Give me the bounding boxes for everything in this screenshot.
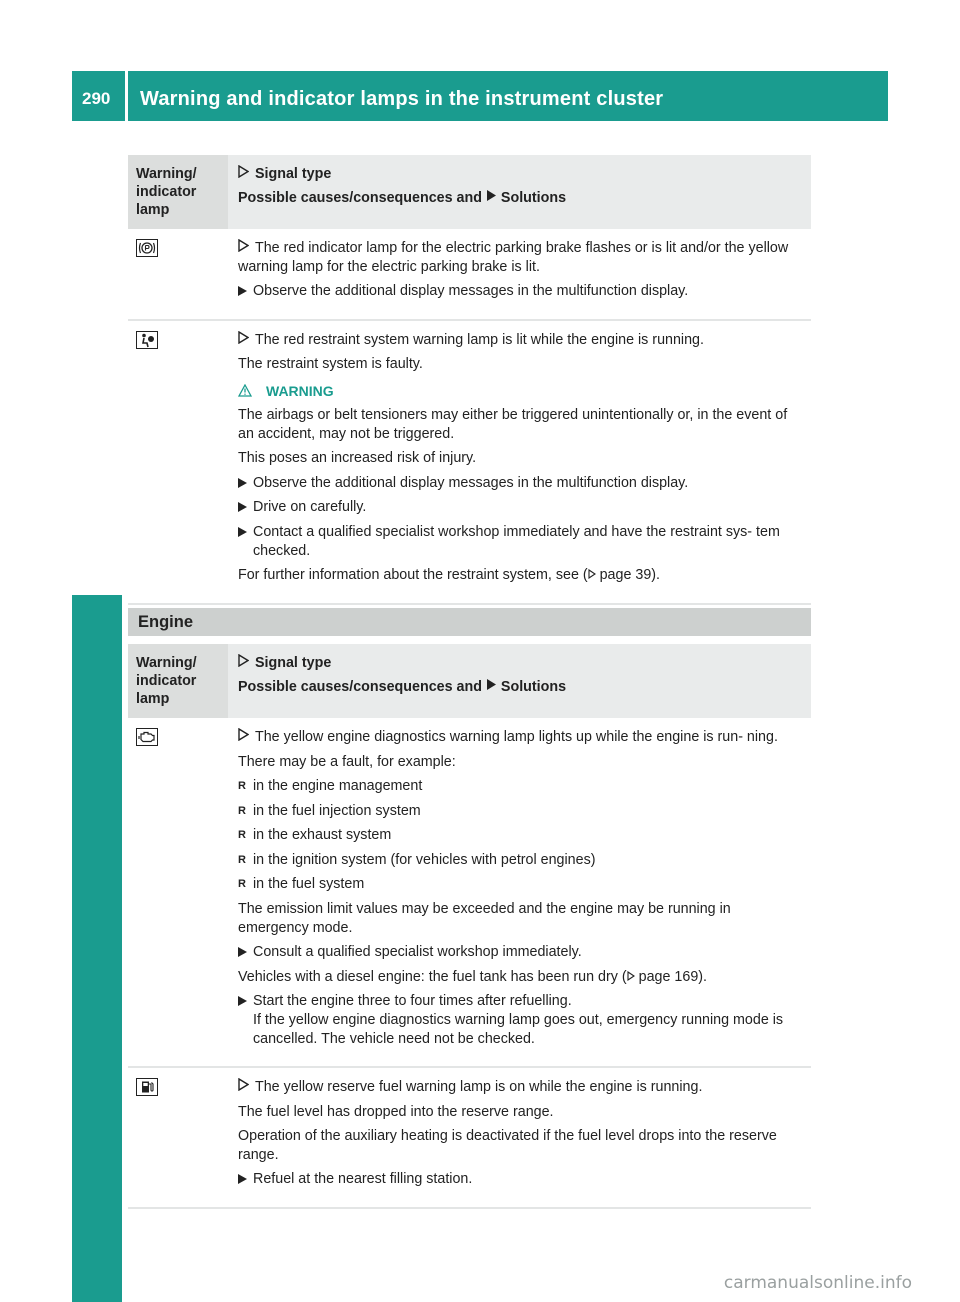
header-divider [125, 71, 128, 121]
diesel-text: Vehicles with a diesel engine: the fuel tank has been run dry ( page 169). [238, 968, 708, 985]
engine-diagnostics-lamp-icon [136, 728, 158, 746]
list-item: R in the exhaust system [238, 827, 392, 844]
page-reference-link[interactable]: page 169 [627, 969, 699, 985]
parking-brake-lamp-icon [136, 239, 158, 257]
solutions-arrow-icon [486, 679, 497, 695]
signal-text: The yellow engine diagnostics warning lamp lights up while the engine is run- ning. [255, 729, 778, 745]
instruction-item: Observe the additional display messages in the multifunction display. [238, 474, 801, 493]
side-tab [72, 535, 92, 585]
page-ref-triangle-icon [627, 971, 635, 981]
solutions-label: Solutions [500, 678, 567, 695]
list-item: R in the fuel injection system [238, 802, 421, 819]
instruction-item: Observe the additional display messages in the multifunction display. [238, 282, 801, 301]
page-reference-link[interactable]: page 39 [588, 567, 652, 583]
reserve-fuel-lamp-icon [136, 1078, 158, 1096]
lamp-table-top [128, 155, 811, 605]
fuel-level-text: The fuel level has dropped into the reserve range. [238, 1103, 554, 1120]
signal-type-label: Signal type [255, 166, 332, 182]
fault-text: The restraint system is faulty. [238, 356, 423, 373]
warning-heading [238, 382, 801, 400]
instruction-item: Drive on carefully. [238, 498, 801, 517]
list-item: R in the engine management [238, 778, 423, 795]
solutions-label: Solutions [500, 189, 567, 206]
further-info-text: For further information about the restraint system, see ( page 39). [238, 567, 661, 584]
signal-triangle-icon [238, 165, 249, 184]
instruction-item: Start the engine three to four times after refuelling. If the yellow engine diagnostics warning lamp goes out, emergency running mode is cancelled. The vehicle need not be checked. [238, 992, 801, 1048]
page-title: Warning and indicator lamps in the instrument cluster [140, 88, 664, 110]
section-title-engine: Engine [128, 608, 811, 636]
fault-intro-text: There may be a fault, for example: [238, 753, 456, 770]
signal-triangle-icon [238, 1078, 249, 1097]
table-row [128, 1068, 811, 1209]
table-row [128, 321, 811, 605]
signal-type-label: Signal type [255, 655, 332, 671]
page-header [72, 71, 888, 121]
page-ref-triangle-icon [588, 569, 596, 579]
aux-heating-text: Operation of the auxiliary heating is deactivated if the fuel level drops into the reserve range. [238, 1128, 777, 1163]
warning-label: WARNING [266, 382, 334, 399]
instruction-item: Refuel at the nearest filling station. [238, 1170, 801, 1189]
warning-triangle-icon [238, 384, 252, 397]
lamp-table-engine [128, 644, 811, 1209]
table-header [128, 155, 811, 229]
column-header-description [228, 644, 811, 718]
list-item: R in the ignition system (for vehicles with petrol engines) [238, 851, 596, 868]
column-header-description [228, 155, 811, 229]
table-row [128, 718, 811, 1068]
signal-triangle-icon [238, 654, 249, 673]
signal-text: The red indicator lamp for the electric parking brake flashes or is lit and/or the yellow warning lamp for the electric parking brake is lit. [238, 240, 789, 275]
causes-label: Possible causes/consequences and [238, 189, 482, 206]
list-item: R in the fuel system [238, 876, 365, 893]
column-header-lamp: Warning/ indicator lamp [128, 644, 228, 718]
instruction-item: Consult a qualified specialist workshop immediately. [238, 943, 801, 962]
warning-text: The airbags or belt tensioners may either be triggered unintentionally or, in the event of an accident, may not be triggered. [238, 407, 788, 442]
table-row [128, 229, 811, 321]
restraint-system-lamp-icon [136, 331, 158, 349]
risk-text: This poses an increased risk of injury. [238, 450, 477, 467]
watermark: carmanualsonline.info [723, 1272, 912, 1293]
signal-text: The yellow reserve fuel warning lamp is on while the engine is running. [255, 1079, 703, 1096]
emission-text: The emission limit values may be exceeded and the engine may be running in emergency mode. [238, 901, 731, 936]
table-header [128, 644, 811, 718]
side-tab-block [72, 595, 122, 1302]
column-header-lamp: Warning/ indicator lamp [128, 155, 228, 229]
instruction-item: Contact a qualified specialist workshop immediately and have the restraint sys- tem checked. [238, 523, 801, 560]
signal-triangle-icon [238, 331, 249, 350]
solutions-arrow-icon [486, 190, 497, 206]
signal-triangle-icon [238, 239, 249, 258]
signal-text: The red restraint system warning lamp is lit while the engine is running. [255, 331, 704, 348]
causes-label: Possible causes/consequences and [238, 678, 482, 695]
page-number: 290 [82, 89, 111, 108]
signal-triangle-icon [238, 728, 249, 747]
